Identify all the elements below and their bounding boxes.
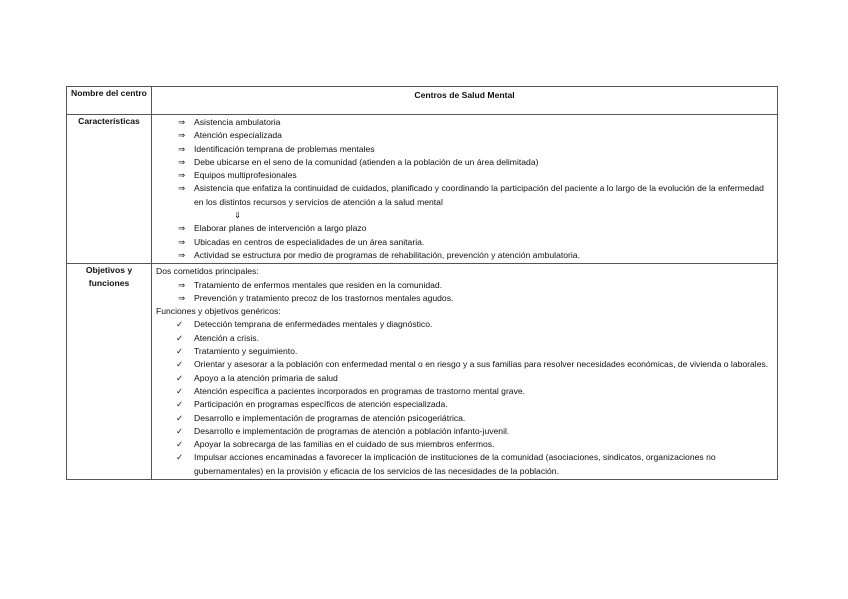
list-item: ✓ Atención a crisis.: [156, 332, 773, 345]
check-icon: ✓: [176, 319, 184, 330]
list-item: ✓ Orientar y asesorar a la población con enfermedad mental o en riesgo y a sus familias para resolver necesidades económicas, de vivienda o laborales.: [156, 358, 773, 371]
check-icon: ✓: [176, 385, 184, 396]
intro-text: Dos cometidos principales:: [156, 266, 259, 277]
list-item: ⇒ Identificación temprana de problemas mentales: [156, 143, 773, 156]
down-arrow-icon: ⇓: [234, 210, 242, 221]
sub-heading: Funciones y objetivos genéricos:: [156, 306, 281, 317]
check-icon: ✓: [176, 439, 184, 450]
functions-list: [156, 318, 773, 478]
list-item: ✓ Desarrollo e implementación de programas de atención a población infanto-juvenil.: [156, 425, 773, 438]
arrow-icon: ⇒: [178, 143, 186, 154]
arrow-icon: ⇒: [178, 156, 186, 167]
header-right-text: Centros de Salud Mental: [414, 90, 515, 100]
label-caracteristicas: Características: [67, 115, 152, 264]
check-icon: ✓: [176, 412, 184, 423]
list-item: ⇒ Asistencia que enfatiza la continuidad de cuidados, planificado y coordinando la participación del paciente a lo largo de la evolución de la enfermedad en los distintos recursos y servicios de atención a la salud mental: [178, 183, 764, 207]
check-icon: ✓: [176, 332, 184, 343]
centros-table: [66, 86, 778, 480]
list-item: ✓ Atención específica a pacientes incorporados en programas de trastorno mental grave.: [156, 385, 773, 398]
check-icon: ✓: [176, 346, 184, 357]
list-item: ✓ Impulsar acciones encaminadas a favorecer la implicación de instituciones de la comunidad (asociaciones, sindicatos, organizaciones no gubernamentales) en la provisión y eficacia de los servicios de las necesidades de la población.: [176, 452, 716, 476]
main-items-list: [156, 279, 773, 306]
caracteristicas-list: [156, 116, 773, 209]
header-left-cell: [67, 87, 152, 115]
list-item: ⇒ Elaborar planes de intervención a largo plazo: [156, 222, 773, 235]
arrow-icon: ⇒: [178, 236, 186, 247]
list-item: ✓ Apoyar la sobrecarga de las familias en el cuidado de sus miembros enfermos.: [156, 438, 773, 451]
list-item: ✓ Apoyo a la atención primaria de salud: [156, 372, 773, 385]
check-icon: ✓: [176, 399, 184, 410]
list-item: ⇒ Equipos multiprofesionales: [156, 169, 773, 182]
objetivos-cell: [152, 264, 778, 480]
check-icon: ✓: [176, 359, 184, 370]
caracteristicas-list-after: [156, 222, 773, 262]
list-item: ⇒ Atención especializada: [156, 129, 773, 142]
header-right-cell: [152, 87, 778, 115]
list-item: ✓ Participación en programas específicos de atención especializada.: [156, 398, 773, 411]
check-icon: ✓: [176, 372, 184, 383]
caracteristicas-cell: [152, 115, 778, 264]
list-item: ⇒ Debe ubicarse en el seno de la comunidad (atienden a la población de un área delimitada): [156, 156, 773, 169]
list-item: ⇒ Tratamiento de enfermos mentales que residen en la comunidad.: [156, 279, 773, 292]
header-left-text: Nombre del centro: [71, 88, 147, 98]
list-item: ⇒ Prevención y tratamiento precoz de los trastornos mentales agudos.: [156, 292, 773, 305]
row-caracteristicas: [67, 115, 778, 264]
check-icon: ✓: [176, 452, 184, 463]
list-item: ⇒ Actividad se estructura por medio de programas de rehabilitación, prevención y atención ambulatoria.: [156, 249, 773, 262]
list-item: ✓ Tratamiento y seguimiento.: [156, 345, 773, 358]
header-row: [67, 87, 778, 115]
row-objetivos: [67, 264, 778, 480]
arrow-icon: ⇒: [178, 117, 186, 127]
arrow-icon: ⇒: [178, 249, 186, 260]
arrow-icon: ⇒: [178, 170, 186, 181]
arrow-icon: ⇒: [178, 183, 186, 194]
list-item: ⇒ Ubicadas en centros de especialidades de un área sanitaria.: [156, 236, 773, 249]
check-icon: ✓: [176, 425, 184, 436]
arrow-icon: ⇒: [178, 279, 186, 290]
label-objetivos: Objetivos y funciones: [67, 264, 152, 480]
list-item: ⇒ Asistencia ambulatoria: [156, 116, 773, 129]
list-item: ✓ Desarrollo e implementación de programas de atención psicogeriátrica.: [156, 412, 773, 425]
list-item: ✓ Detección temprana de enfermedades mentales y diagnóstico.: [156, 318, 773, 331]
arrow-icon: ⇒: [178, 292, 186, 303]
arrow-icon: ⇒: [178, 223, 186, 234]
arrow-icon: ⇒: [178, 130, 186, 141]
